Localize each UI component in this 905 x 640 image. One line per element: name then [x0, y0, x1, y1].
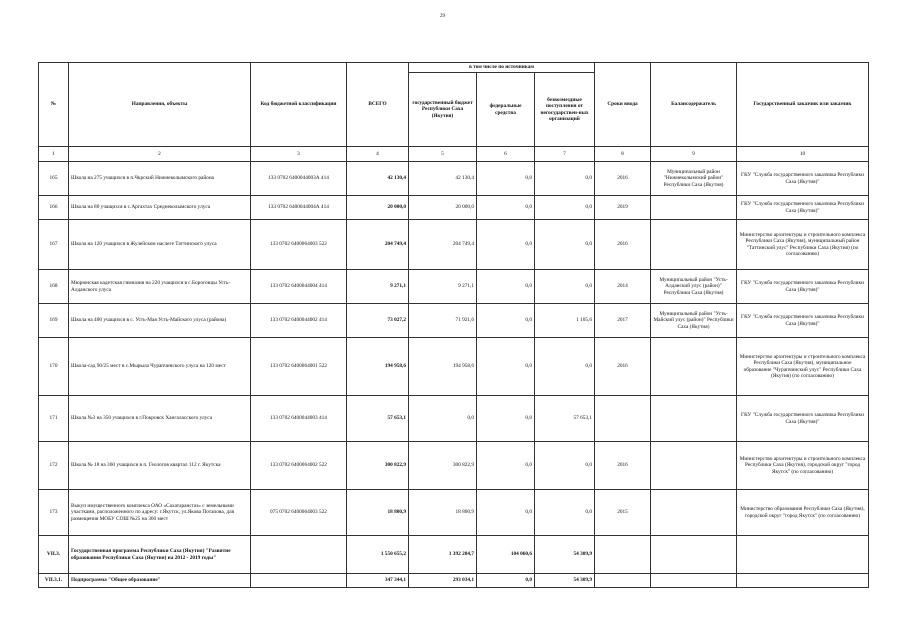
header-state-budget: государственный бюджет Республики Саха (Якутия): [409, 73, 477, 147]
col-number: 5: [409, 147, 477, 162]
object-name: Школа на 275 учащихся в п.Чкрский Нижнеколымского района: [69, 162, 251, 196]
col-number: 9: [651, 147, 737, 162]
table-row: [39, 304, 869, 338]
budget-code: [251, 536, 347, 574]
object-name: Государственная программа Республики Саха (Якутия) "Развитие образования Республики Саха (Якутия) на 2012 - 2019 годы": [69, 536, 251, 574]
customer-value: Министерство архитектуры и строительного комплекса Республики Саха (Якутия), городской округ "город Якутск" (по согласованию): [737, 442, 869, 490]
row-number: 169: [39, 304, 69, 338]
total-value: 204 749,4: [347, 220, 409, 270]
federal-value: 0,0: [477, 304, 535, 338]
row-number: 170: [39, 338, 69, 396]
page-number: 29: [440, 14, 445, 19]
federal-value: 104 060,6: [477, 536, 535, 574]
state-value: 71 921,6: [409, 304, 477, 338]
customer-value: ГКУ "Служба государственного заказчика Республики Саха (Якутия)": [737, 304, 869, 338]
total-value: 1 550 655,2: [347, 536, 409, 574]
object-name: Школа на 400 учащихся в с. Усть-Мая Усть-Майского улуса (района): [69, 304, 251, 338]
row-number: VII.3.1.: [39, 574, 69, 588]
nonstate-value: 0,0: [535, 220, 595, 270]
col-number: 7: [535, 147, 595, 162]
object-name: Мюрюнская кадетская гимназия на 220 учащихся в с.Борогонцы Усть-Алданского улуса: [69, 270, 251, 304]
nonstate-value: 0,0: [535, 270, 595, 304]
budget-code: 133 0702 6400044004А 414: [251, 196, 347, 220]
state-value: 1 392 284,7: [409, 536, 477, 574]
nonstate-value: 0,0: [535, 162, 595, 196]
budget-code: 133 0702 6400044004 414: [251, 270, 347, 304]
object-name: Школа на 80 учащихся в с.Аргахтах Среднеколымского улуса: [69, 196, 251, 220]
term-value: 2017: [595, 304, 651, 338]
header-direction: Направления, объекты: [69, 63, 251, 147]
holder-value: Муниципальный район "Усть-Алданский улус (район)" Республики Саха (Якутия): [651, 270, 737, 304]
nonstate-value: 54 309,9: [535, 574, 595, 588]
term-value: [595, 396, 651, 442]
object-name: Выкуп имущественного комплекса ОАО «Сахатарансгаз» с земельными участками, расположенного по адресу: г.Якутск, ул.Якова Потапова, для размещения МОБУ СОШ №25 на 360 мест: [69, 490, 251, 536]
federal-value: 0,0: [477, 162, 535, 196]
holder-value: [651, 536, 737, 574]
term-value: 2016: [595, 162, 651, 196]
row-number: 165: [39, 162, 69, 196]
customer-value: Министерство архитектуры и строительного комплекса Республики Саха (Якутия), муниципальный район "Таттинский улус" Республики Саха (Якутия) (по согласованию): [737, 220, 869, 270]
row-number: 173: [39, 490, 69, 536]
row-number: 171: [39, 396, 69, 442]
term-value: 2016: [595, 442, 651, 490]
state-value: 293 034,1: [409, 574, 477, 588]
total-value: 20 000,0: [347, 196, 409, 220]
state-value: 300 822,9: [409, 442, 477, 490]
federal-value: 0,0: [477, 396, 535, 442]
term-value: [595, 574, 651, 588]
holder-value: [651, 396, 737, 442]
state-value: 42 130,4: [409, 162, 477, 196]
federal-value: 0,0: [477, 270, 535, 304]
term-value: 2016: [595, 338, 651, 396]
column-number-row: [39, 147, 869, 162]
holder-value: [651, 196, 737, 220]
object-name: Школа на 120 учащихся в Жулейском наслеге Таттинского улуса: [69, 220, 251, 270]
summary-row: [39, 536, 869, 574]
header-sources-group: в том числе по источникам: [409, 63, 595, 73]
customer-value: Министерство образования Республики Саха (Якутия), городской округ "город Якутск" (по согласованию): [737, 490, 869, 536]
holder-value: Муниципальный район "Усть-Майский улус (район)" Республики Саха (Якутия): [651, 304, 737, 338]
state-value: 204 749,4: [409, 220, 477, 270]
budget-code: 133 0702 6400044003 414: [251, 396, 347, 442]
budget-code: 133 0702 6400064002 522: [251, 442, 347, 490]
holder-value: [651, 442, 737, 490]
row-number: VII.3.: [39, 536, 69, 574]
header-budget-code: Код бюджетной классификации: [251, 63, 347, 147]
table-row: [39, 270, 869, 304]
col-number: 4: [347, 147, 409, 162]
table-row: [39, 162, 869, 196]
row-number: 172: [39, 442, 69, 490]
customer-value: ГКУ "Служба государственного заказчика Республики Саха (Якутия)": [737, 270, 869, 304]
col-number: 10: [737, 147, 869, 162]
row-number: 166: [39, 196, 69, 220]
term-value: 2019: [595, 196, 651, 220]
budget-table: [38, 62, 869, 588]
nonstate-value: 0,0: [535, 490, 595, 536]
col-number: 2: [69, 147, 251, 162]
col-number: 6: [477, 147, 535, 162]
row-number: 168: [39, 270, 69, 304]
customer-value: [737, 536, 869, 574]
header-num: №: [39, 63, 69, 147]
row-number: 167: [39, 220, 69, 270]
nonstate-value: 0,0: [535, 442, 595, 490]
state-value: 194 958,6: [409, 338, 477, 396]
customer-value: Министерство архитектуры и строительного комплекса Республики Саха (Якутия), муниципальное образование "Чурапчинский улус" Республики Саха (Якутия) (по согласованию): [737, 338, 869, 396]
total-value: 300 822,9: [347, 442, 409, 490]
budget-code: 133 0702 6400044003А 414: [251, 162, 347, 196]
customer-value: ГКУ "Служба государственного заказчика Республики Саха (Якутия)": [737, 196, 869, 220]
holder-value: [651, 338, 737, 396]
object-name: Школа № 18 на 360 учащихся в п. Геологов квартал 112 г. Якутска: [69, 442, 251, 490]
state-value: 0,0: [409, 396, 477, 442]
customer-value: [737, 574, 869, 588]
customer-value: ГКУ "Служба государственного заказчика Республики Саха (Якутия)": [737, 162, 869, 196]
total-value: 42 130,4: [347, 162, 409, 196]
total-value: 18 800,9: [347, 490, 409, 536]
summary-row: [39, 574, 869, 588]
total-value: 9 271,1: [347, 270, 409, 304]
federal-value: 0,0: [477, 574, 535, 588]
nonstate-value: 0,0: [535, 196, 595, 220]
header-term: Сроки ввода: [595, 63, 651, 147]
holder-value: Муниципальный район "Нижнеколымский район" Республики Саха (Якутия): [651, 162, 737, 196]
header-federal: федеральные средства: [477, 73, 535, 147]
table-row: [39, 196, 869, 220]
customer-value: ГКУ "Служба государственного заказчика Республики Саха (Якутия)": [737, 396, 869, 442]
header-total: ВСЕГО: [347, 63, 409, 147]
term-value: 2016: [595, 220, 651, 270]
header-nonstate: безвозмездные поступления от негосударствен-ных организаций: [535, 73, 595, 147]
holder-value: [651, 574, 737, 588]
object-name: Школа №3 на 350 учащихся в г.Покровск Хангаласского улуса: [69, 396, 251, 442]
federal-value: 0,0: [477, 220, 535, 270]
state-value: 18 800,9: [409, 490, 477, 536]
budget-code: [251, 574, 347, 588]
federal-value: 0,0: [477, 442, 535, 490]
total-value: 347 344,1: [347, 574, 409, 588]
budget-code: 075 0702 6400064003 522: [251, 490, 347, 536]
state-value: 9 271,1: [409, 270, 477, 304]
nonstate-value: 1 105,6: [535, 304, 595, 338]
total-value: 194 958,6: [347, 338, 409, 396]
total-value: 73 027,2: [347, 304, 409, 338]
term-value: 2014: [595, 270, 651, 304]
federal-value: 0,0: [477, 338, 535, 396]
budget-code: 133 0702 6400044002 414: [251, 304, 347, 338]
holder-value: [651, 220, 737, 270]
object-name: Школа-сад 90/25 мест в с.Мырыла Чурапчинского улуса на 120 мест: [69, 338, 251, 396]
header-row-top: [39, 63, 869, 73]
federal-value: 0,0: [477, 490, 535, 536]
budget-code: 133 0702 6400064003 522: [251, 220, 347, 270]
col-number: 8: [595, 147, 651, 162]
table-row: [39, 442, 869, 490]
term-value: 2015: [595, 490, 651, 536]
table-row: [39, 338, 869, 396]
state-value: 20 000,0: [409, 196, 477, 220]
total-value: 57 653,1: [347, 396, 409, 442]
nonstate-value: 57 653,1: [535, 396, 595, 442]
nonstate-value: 54 309,9: [535, 536, 595, 574]
federal-value: 0,0: [477, 196, 535, 220]
term-value: [595, 536, 651, 574]
col-number: 1: [39, 147, 69, 162]
nonstate-value: 0,0: [535, 338, 595, 396]
table-row: [39, 490, 869, 536]
object-name: Подпрограмма "Общее образование": [69, 574, 251, 588]
col-number: 3: [251, 147, 347, 162]
header-holder: Балансодержатель: [651, 63, 737, 147]
table-row: [39, 396, 869, 442]
budget-code: 133 0702 6400064001 522: [251, 338, 347, 396]
table-row: [39, 220, 869, 270]
holder-value: [651, 490, 737, 536]
header-customer: Государственный заказчик или заказчик: [737, 63, 869, 147]
